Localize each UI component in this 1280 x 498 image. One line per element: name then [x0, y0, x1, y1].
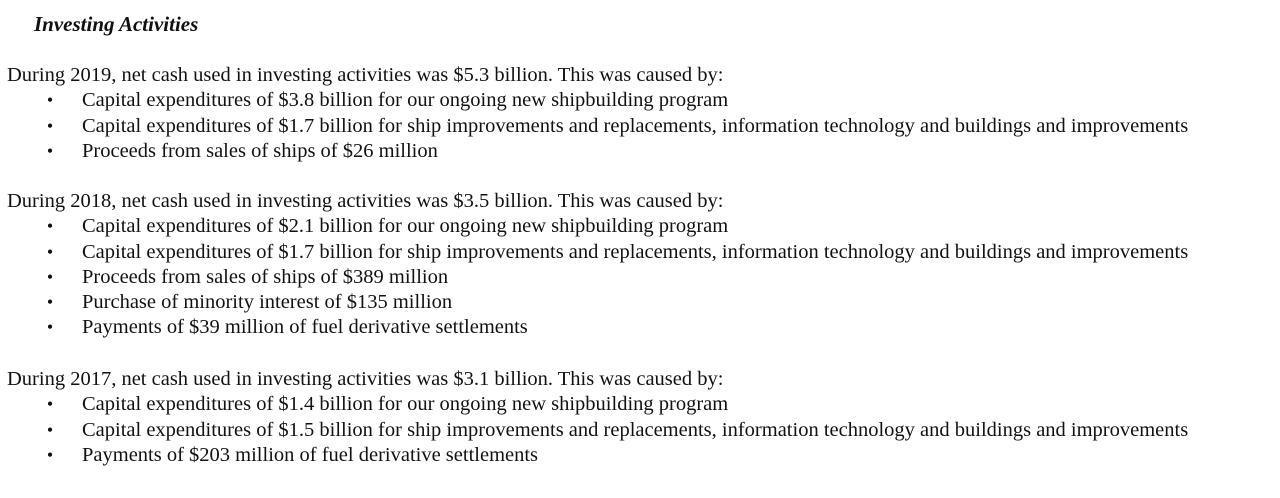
- section-2019: [7, 63, 1267, 164]
- section-heading: Investing Activities: [34, 12, 199, 36]
- list-item: [7, 418, 1267, 443]
- list-item: [7, 443, 1267, 468]
- list-item-text: Proceeds from sales of ships of $389 million: [82, 265, 449, 288]
- section-2018: [7, 189, 1267, 341]
- list-item: [7, 139, 1267, 164]
- section-2017: [7, 367, 1267, 468]
- list-item: [7, 290, 1267, 315]
- bullet-icon: •: [46, 90, 54, 111]
- section-intro: During 2018, net cash used in investing activities was $3.5 billion. This was caused by:: [7, 190, 724, 212]
- bullet-icon: •: [46, 292, 54, 313]
- list-item-text: Payments of $203 million of fuel derivative settlements: [82, 443, 539, 466]
- bullet-icon: •: [46, 444, 54, 465]
- bullet-icon: •: [46, 266, 54, 287]
- list-item: [7, 88, 1267, 113]
- bullet-list: [7, 88, 1267, 164]
- bullet-icon: •: [46, 317, 54, 338]
- list-item: [7, 265, 1267, 290]
- bullet-icon: •: [46, 216, 54, 237]
- bullet-icon: •: [46, 115, 54, 136]
- bullet-icon: •: [46, 394, 54, 415]
- list-item-text: Capital expenditures of $1.5 billion for ship improvements and replacements, information technology and buildings and improvements: [82, 418, 1189, 441]
- bullet-icon: •: [46, 241, 54, 262]
- list-item: [7, 214, 1267, 239]
- list-item-text: Capital expenditures of $1.7 billion for ship improvements and replacements, information technology and buildings and improvements: [82, 240, 1189, 263]
- list-item-text: Capital expenditures of $1.4 billion for our ongoing new shipbuilding program: [82, 393, 729, 416]
- bullet-icon: •: [46, 419, 54, 440]
- list-item-text: Purchase of minority interest of $135 million: [82, 291, 453, 314]
- list-item-text: Capital expenditures of $1.7 billion for ship improvements and replacements, information technology and buildings and improvements: [82, 114, 1189, 137]
- section-intro: During 2017, net cash used in investing activities was $3.1 billion. This was caused by:: [7, 368, 724, 390]
- bullet-icon: •: [46, 140, 54, 161]
- list-item: [7, 392, 1267, 417]
- list-item-text: Proceeds from sales of ships of $26 million: [82, 139, 438, 162]
- section-intro: During 2019, net cash used in investing activities was $5.3 billion. This was caused by:: [7, 64, 724, 86]
- list-item-text: Capital expenditures of $3.8 billion for our ongoing new shipbuilding program: [82, 89, 729, 112]
- list-item: [7, 315, 1267, 340]
- list-item: [7, 114, 1267, 139]
- list-item: [7, 240, 1267, 265]
- bullet-list: [7, 214, 1267, 340]
- list-item-text: Payments of $39 million of fuel derivative settlements: [82, 316, 528, 339]
- list-item-text: Capital expenditures of $2.1 billion for our ongoing new shipbuilding program: [82, 215, 729, 238]
- bullet-list: [7, 392, 1267, 468]
